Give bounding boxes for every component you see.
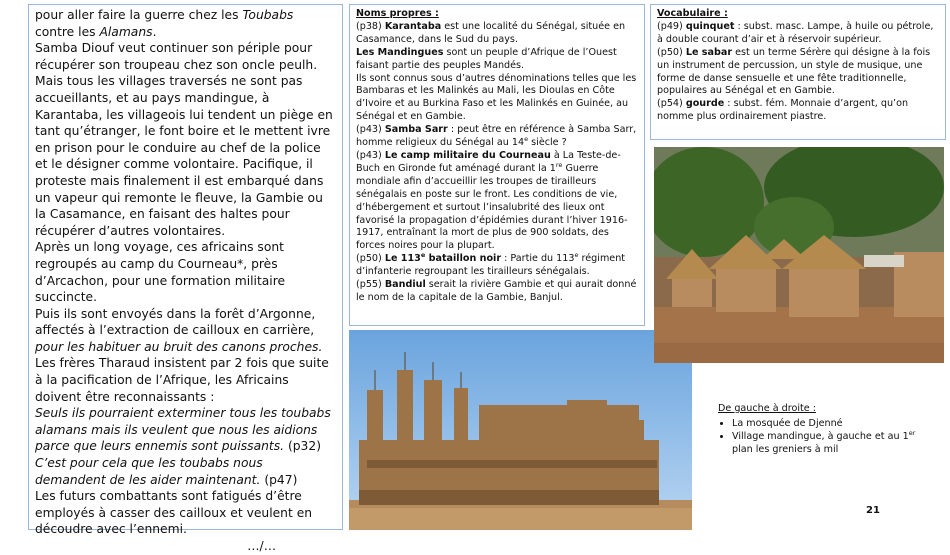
paragraph-1: pour aller faire la guerre chez les Toubabs contre les Alamans. (35, 8, 294, 39)
vocab-gourde: (p54) gourde : subst. fém. Monnaie d’argent, qu’on nomme plus ordinairement piastre. (657, 98, 909, 123)
photo-caption (718, 402, 943, 456)
proper-names-heading: Noms propres : (356, 8, 439, 19)
caption-title: De gauche à droite : (718, 403, 816, 414)
caption-list (718, 417, 943, 456)
continuation-mark: …/… (247, 539, 276, 553)
caption-item: • Village mandingue, à gauche et au 1er plan les greniers à mil (732, 430, 943, 456)
paragraph-3: Après un long voyage, ces africains sont regroupés au camp du Courneau*, près d’Arcachon, pour une formation militaire succincte. (35, 240, 286, 305)
page-number: 21 (866, 505, 880, 516)
paragraph-4: Puis ils sont envoyés dans la forêt d’Argonne, affectés à l’extraction de cailloux en carrière, pour les habituer au bruit des canons proches. (35, 306, 323, 354)
vocab-quinquet: (p49) quinquet : subst. masc. Lampe, à huile ou pétrole, à double courant d’air et à réservoir supérieur. (657, 20, 934, 45)
entry-courneau: (p43) Le camp militaire du Courneau à La Teste-de-Buch en Gironde fut aménagé durant la 1re Guerre mondiale afin d’accueillir les troupes de tirailleurs sénégalais en poste sur le front. Les conditions de vie, d’hébergement et surtout l’insalubrité des lieux ont favorisé la propagation d’épidémies durant l’hiver 1916-1917, entraînant la mort de plus de 900 soldats, des forces noires pour la plupart. (356, 149, 628, 252)
entry-karantaba: (p38) Karantaba est une localité du Sénégal, située en Casamance, dans le Sud du pays. (356, 20, 626, 45)
paragraph-2: Samba Diouf veut continuer son périple pour récupérer son troupeau chez son oncle peulh. Mais tous les villages traversés ne sont pas accueillants, et au pays mandingue, à Karantaba, les villageois lui tendent un piège en tant qu’étranger, le font boire et le mettent ivre en prison pour le conduire au chef de la police et le désigner comme volontaire. Pacifique, il proteste mais finalement il est embarqué dans un vapeur qui remonte le fleuve, la Gambie ou la Casamance, en faisant des haltes pour récupérer d’autres volontaires. (35, 41, 333, 238)
caption-item: • La mosquée de Djenné (732, 417, 943, 430)
vocabulary-box (650, 4, 946, 140)
paragraph-6: Les futurs combattants sont fatigués d’être employés à casser des cailloux et veulent en découdre avec l’ennemi. (35, 489, 313, 537)
mandingue-village-photo (654, 147, 944, 363)
italic-word: Toubabs (242, 8, 294, 22)
vocabulary-heading: Vocabulaire : (657, 8, 728, 19)
vocab-sabar: (p50) Le sabar est un terme Sérère qui désigne à la fois un instrument de percussion, un style de musique, une forme de danse sensuelle et une fête traditionnelle, populaires au Sénégal et en Gambie. (657, 46, 931, 97)
italic-word: Alamans (99, 24, 153, 39)
proper-names-box (349, 4, 645, 326)
entry-mandingues-detail: Ils sont connus sous d’autres dénominations telles que les Bambaras et les Malinkés au Mali, les Dioulas en Côte d’Ivoire et au Burkina Faso et les Malinkés en Guinée, au Sénégal et en Gambie. (356, 72, 637, 123)
quote-2: C’est pour cela que les toubabs nous demandent de les aider maintenant. (p47) (35, 456, 298, 487)
village-illustration (654, 147, 944, 363)
entry-bataillon: (p50) Le 113e bataillon noir : Partie du 113e régiment d’infanterie regroupant les tirailleurs sénégalais. (356, 251, 626, 278)
narrative-column (28, 4, 343, 553)
entry-mandingues: Les Mandingues sont un peuple d’Afrique de l’Ouest faisant partie des peuples Mandés. (356, 46, 617, 71)
entry-bandiul: (p55) Bandiul serait la rivière Gambie et qui aurait donné le nom de la capitale de la Gambie, Banjul. (356, 279, 637, 303)
djenne-mosque-photo (349, 330, 692, 530)
quote-1: Seuls ils pourraient exterminer tous les toubabs alamans mais ils veulent que nous les aidions parce que leurs ennemis sont puissants. (p32) (35, 406, 331, 454)
mosque-illustration (349, 330, 692, 530)
entry-samba-sarr: (p43) Samba Sarr : peut être en référence à Samba Sarr, homme religieux du Sénégal au 14e siècle ? (356, 124, 637, 149)
paragraph-5: Les frères Tharaud insistent par 2 fois que suite à la pacification de l’Afrique, les Africains doivent être reconnaissants : (35, 356, 329, 404)
